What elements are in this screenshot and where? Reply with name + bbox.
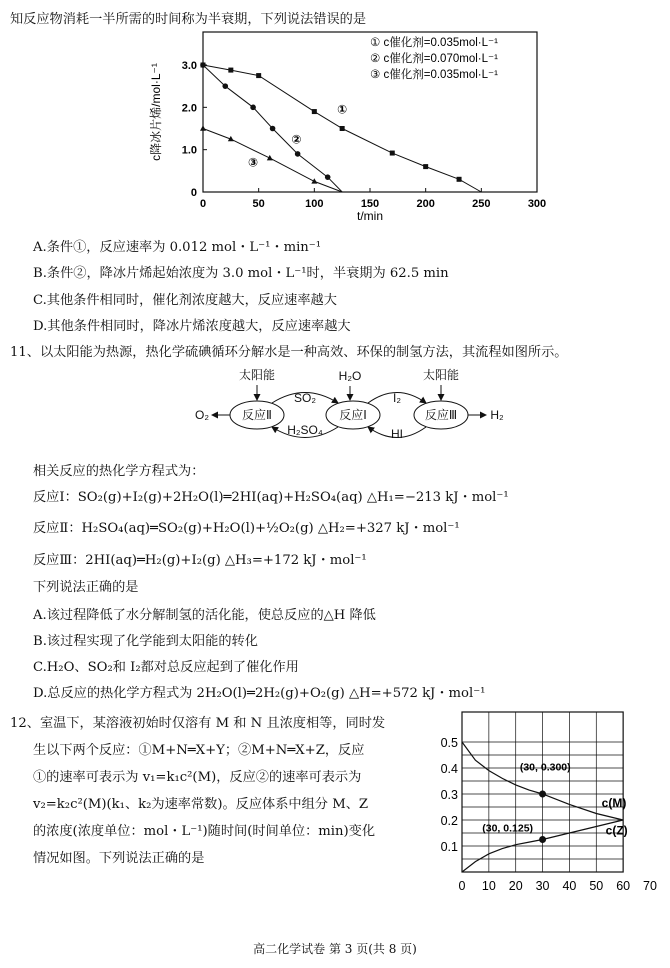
y-tick-label: 2.0 [181, 102, 197, 115]
series-label-cM: c(M) [601, 796, 627, 811]
y-tick-label: 0 [190, 187, 197, 199]
x-tick-label: 50 [252, 198, 265, 210]
annotation-label: (30, 0.125) [482, 822, 534, 835]
x-tick-label: 100 [305, 198, 324, 210]
x-tick-label: 70 [643, 879, 657, 893]
q11-option-c: C.H₂O、SO₂和 I₂都对总反应起到了催化作用 [33, 660, 299, 675]
reaction1-label: 反应Ⅰ [339, 408, 367, 422]
legend-entry: ① c催化剂=0.035mol·L⁻¹ [370, 37, 498, 49]
reaction3-label: 反应Ⅲ [424, 408, 458, 422]
x-tick-label: 0 [199, 198, 207, 210]
q12-line-1: 12、室温下，某溶液初始时仅溶有 M 和 N 且浓度相等，同时发 [10, 716, 386, 731]
q11-stem: 11、以太阳能为热源，热化学硫碘循环分解水是一种高效、环保的制氢方法，其流程如图所示。 [10, 345, 568, 360]
h2-label: H₂ [490, 408, 504, 422]
curve-label: ③ [248, 155, 259, 170]
solar-right-label: 太阳能 [422, 368, 460, 382]
solar-left-label: 太阳能 [238, 368, 276, 382]
q10-stem: 知反应物消耗一半所需的时间称为半衰期，下列说法错误的是 [10, 12, 367, 27]
q11-equation-1: 反应Ⅰ：SO₂(g)+I₂(g)+2H₂O(l)═2HI(aq)+H₂SO₄(aq) △H₁=−213 kJ・mol⁻¹ [33, 490, 509, 505]
q11-equation-2: 反应Ⅱ：H₂SO₄(aq)═SO₂(g)+H₂O(l)+½O₂(g) △H₂=+327 kJ・mol⁻¹ [33, 521, 460, 536]
legend-entry: ② c催化剂=0.070mol·L⁻¹ [370, 53, 498, 65]
y-tick-label: 0.5 [440, 736, 458, 750]
q10-option-a: A.条件①，反应速率为 0.012 mol・L⁻¹・min⁻¹ [33, 240, 322, 255]
x-tick-label: 250 [472, 198, 491, 210]
q12-line-6: 情况如图。下列说法正确的是 [33, 851, 205, 866]
x-tick-label: 40 [562, 879, 577, 893]
so2-label: SO₂ [294, 391, 316, 405]
o2-label: O₂ [195, 408, 209, 422]
y-tick-label: 0.2 [440, 814, 458, 828]
x-tick-label: 60 [616, 879, 631, 893]
y-tick-label: 0.1 [440, 840, 458, 854]
reaction2-label: 反应Ⅱ [242, 408, 272, 422]
page-footer: 高二化学试卷 第 3 页(共 8 页) [253, 942, 417, 956]
q11-question: 下列说法正确的是 [33, 580, 139, 595]
q12-line-3: ①的速率可表示为 v₁=k₁c²(M)，反应②的速率可表示为 [33, 770, 362, 785]
x-tick-label: 20 [508, 879, 523, 893]
curve-label: ① [337, 102, 348, 117]
annotation-label: (30, 0.300) [519, 761, 571, 774]
y-axis-label: c降冰片烯/mol·L⁻¹ [149, 63, 163, 161]
x-tick-label: 150 [360, 198, 380, 210]
q10-option-c: C.其他条件相同时，催化剂浓度越大，反应速率越大 [33, 293, 337, 308]
q12-line-2: 生以下两个反应：①M+N═X+Y；②M+N═X+Z，反应 [33, 743, 365, 758]
x-tick-label: 300 [527, 198, 547, 210]
q11-option-a: A.该过程降低了水分解制氢的活化能，使总反应的△H 降低 [33, 608, 376, 623]
y-tick-label: 3.0 [181, 60, 197, 72]
q12-line-5: 的浓度(浓度单位：mol・L⁻¹)随时间(时间单位：min)变化 [33, 824, 376, 839]
h2so4-label: H₂SO₄ [287, 423, 323, 437]
y-tick-label: 0.3 [440, 788, 458, 802]
x-tick-label: 0 [458, 879, 466, 893]
legend-entry: ③ c催化剂=0.035mol·L⁻¹ [370, 69, 498, 81]
q12-line-4: v₂=k₂c²(M)(k₁、k₂为速率常数)。反应体系中组分 M、Z [33, 797, 369, 812]
x-tick-label: 10 [481, 879, 496, 893]
curve-label: ② [291, 132, 302, 147]
q11-equation-3: 反应Ⅲ：2HI(aq)═H₂(g)+I₂(g) △H₃=+172 kJ・mol⁻¹ [33, 553, 367, 568]
x-tick-label: 30 [535, 879, 550, 893]
q11-option-d: D.总反应的热化学方程式为 2H₂O(l)═2H₂(g)+O₂(g) △H=+572 kJ・mol⁻¹ [33, 686, 486, 701]
annotation-point [539, 836, 546, 843]
q10-option-b: B.条件②，降冰片烯起始浓度为 3.0 mol・L⁻¹时，半衰期为 62.5 min [33, 266, 449, 281]
x-axis-label: t/min [356, 209, 384, 223]
q11-intro: 相关反应的热化学方程式为： [33, 464, 205, 479]
y-tick-label: 0.4 [440, 762, 458, 776]
annotation-point [539, 791, 546, 798]
y-tick-label: 1.0 [181, 144, 197, 157]
x-tick-label: 200 [416, 198, 435, 210]
i2-label: I₂ [393, 391, 401, 405]
series-label-cZ: c(Z) [605, 823, 628, 838]
water-label: H₂O [338, 369, 362, 383]
q11-option-b: B.该过程实现了化学能到太阳能的转化 [33, 634, 258, 649]
hi-label: HI [391, 427, 403, 441]
q10-option-d: D.其他条件相同时，降冰片烯浓度越大，反应速率越大 [33, 319, 351, 334]
x-tick-label: 50 [589, 879, 604, 893]
